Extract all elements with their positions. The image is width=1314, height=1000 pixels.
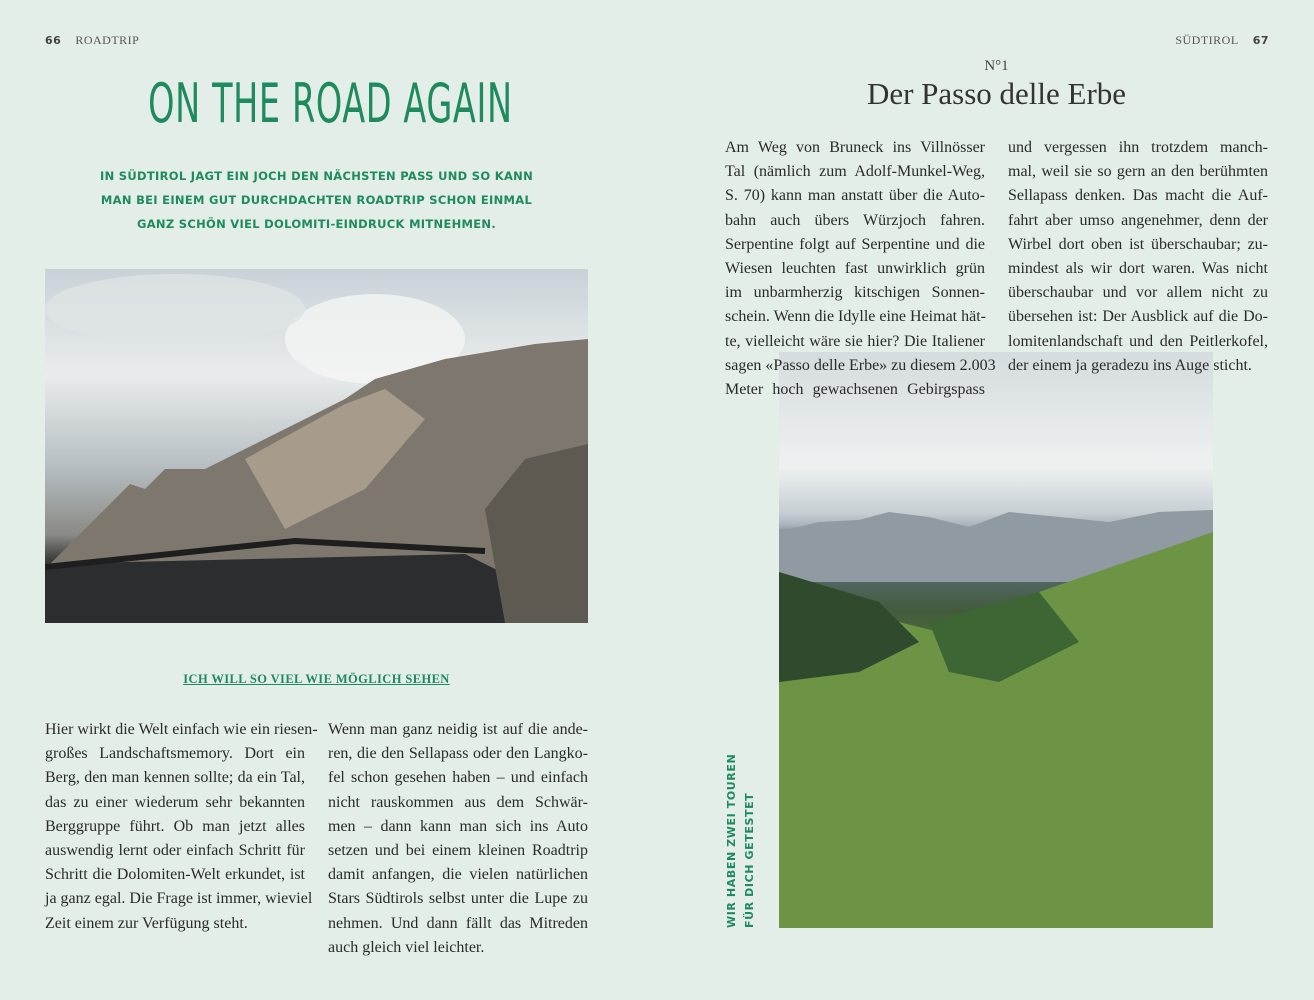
text-line: te, vielleicht wäre sie hier? Die Italiener [725, 332, 985, 350]
text-line: überschaubar und vor allem nicht zu [1008, 284, 1268, 302]
text-line: das zu einer wiederum sehr bekannten [45, 793, 305, 811]
text-line: Serpentine folgt auf Serpentine und die [725, 235, 985, 253]
text-line: Berggruppe führt. Ob man jetzt alles [45, 817, 305, 835]
text-line: S. 70) kann man anstatt über die Auto- [725, 187, 985, 205]
left-page-header [45, 33, 139, 48]
right-page-header [1175, 33, 1269, 48]
text-line: schein. Wenn die Idylle eine Heimat hät- [725, 308, 986, 326]
text-line: nehmen. Und dann fällt das Mitreden [328, 914, 588, 932]
text-line: übersehen ist: Der Ausblick auf die Do- [1008, 308, 1268, 326]
text-line: fel schon gesehen haben – und einfach [328, 769, 588, 787]
article-title: ON THE ROAD AGAIN [148, 72, 513, 135]
text-line: und vergessen ihn trotzdem manch- [1008, 139, 1268, 156]
text-line: setzen und bei einem kleinen Roadtrip [328, 842, 588, 860]
text-line: ja ganz egal. Die Frage ist immer, wieviel [45, 890, 313, 908]
article-subtitle [45, 164, 588, 236]
text-line: Schritt die Dolomiten-Welt erkundet, ist [45, 866, 305, 884]
text-line: Meter hoch gewachsenen Gebirgspass [725, 381, 985, 399]
subtitle-line: GANZ SCHÖN VIEL DOLOMITI-EINDRUCK MITNEHMEN. [136, 217, 497, 231]
tagline-line: FÜR DICH GETESTET [743, 792, 756, 928]
text-line: Wiesen leuchten fast unwirklich grün [725, 260, 985, 278]
page-number: 67 [1252, 34, 1269, 47]
subtitle-line: MAN BEI EINEM GUT DURCHDACHTEN ROADTRIP SCHON EINMAL [100, 193, 533, 207]
right-column-2 [1008, 136, 1268, 378]
tour-number: N°1 [984, 58, 1009, 74]
text-line: bahn auch übers Würzjoch fahren. [725, 211, 985, 229]
see-more-link[interactable]: ICH WILL SO VIEL WIE MÖGLICH SEHEN [183, 672, 450, 686]
text-line: Zeit einem zur Verfügung steht. [45, 914, 248, 932]
text-line: sagen «Passo delle Erbe» zu diesem 2.003 [725, 356, 996, 374]
text-line: auch gleich viel leichter. [328, 938, 485, 956]
text-line: Stars Südtirols selbst unter die Lupe zu [328, 890, 588, 908]
text-line: Hier wirkt die Welt einfach wie ein riesen- [45, 721, 318, 738]
mountain-road-photo [45, 269, 588, 623]
text-line: mindest als wir dort waren. Was nicht [1008, 260, 1268, 278]
text-line: Tal (nämlich zum Adolf-Munkel-Weg, [725, 163, 985, 181]
text-line: damit anfangen, die vielen natürlichen [328, 866, 588, 884]
vertical-tagline [722, 753, 762, 928]
section-name: SÜDTIROL [1175, 33, 1239, 47]
valley-photo [779, 352, 1213, 928]
text-line: Wirbel dort oben ist überschaubar; zu- [1008, 235, 1268, 253]
text-line: Am Weg von Bruneck ins Villnösser [725, 139, 985, 156]
subtitle-line: IN SÜDTIROL JAGT EIN JOCH DEN NÄCHSTEN PASS UND SO KANN [100, 169, 533, 183]
text-line: großes Landschaftsmemory. Dort ein [45, 745, 305, 763]
left-column-1 [45, 718, 318, 936]
text-line: Wenn man ganz neidig ist auf die ande- [328, 721, 588, 738]
text-line: Berg, den man kennen sollte; da ein Tal, [45, 769, 305, 787]
right-column-1 [725, 136, 996, 402]
section-name: ROADTRIP [75, 33, 140, 47]
text-line: der einem ja geradezu ins Auge sticht. [1008, 356, 1252, 374]
tagline-line: WIR HABEN ZWEI TOUREN [725, 753, 738, 928]
text-line: nicht rauskommen aus dem Schwär- [328, 793, 588, 811]
text-line: men – dann kann man sich ins Auto [328, 817, 588, 835]
text-line: im unbarmherzig kitschigen Sonnen- [725, 284, 985, 302]
text-line: lomitenlandschaft und den Peitlerkofel, [1008, 332, 1268, 350]
page-number: 66 [45, 34, 62, 47]
text-line: auswendig lernt oder einfach Schritt für [45, 842, 305, 860]
text-line: mal, weil sie so gern an den berühmten [1008, 163, 1268, 181]
text-line: ren, die den Sellapass oder den Langko- [328, 745, 588, 763]
tour-title: Der Passo delle Erbe [866, 76, 1127, 111]
left-column-2 [328, 718, 588, 960]
text-line: fahrt aber umso angenehmer, denn der [1008, 211, 1268, 229]
text-line: Sellapass denken. Das macht die Auf- [1008, 187, 1268, 205]
